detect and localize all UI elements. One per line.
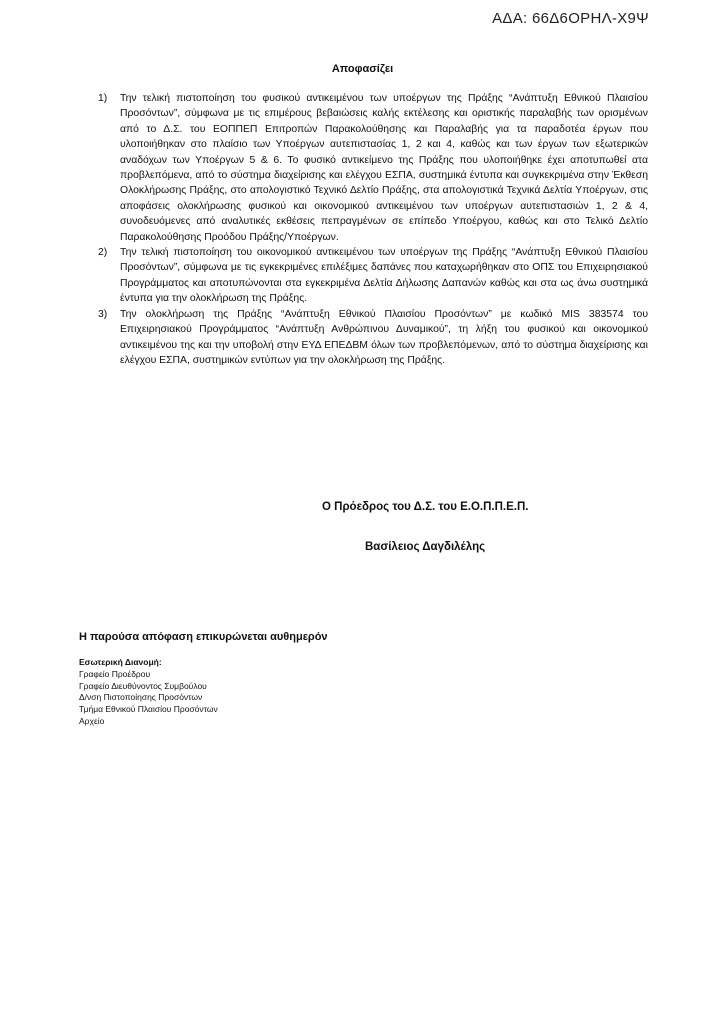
ada-code: ΑΔΑ: 66Δ6ΟΡΗΛ-Χ9Ψ xyxy=(492,10,649,27)
item-text: Την τελική πιστοποίηση του φυσικού αντικειμένου των υποέργων της Πράξης “Ανάπτυξη Εθνικού Πλαισίου Προσόντων”, σύμφωνα με τις επιμέρους βεβαιώσεις καλής εκτέλεσης και οριστικής παραλαβής των ορισμένων από το Δ.Σ. του ΕΟΠΠΕΠ Επιτροπών Παρακολούθησης και Παραλαβής για τα παραδοτέα έργων που υλοποιήθηκαν στο πλαίσιο των Υποέργων αυτεπιστασίας 1, 2 και 4, καθώς και των έργων των εξωτερικών αναδόχων των Υποέργων 5 & 6. Το φυσικό αντικείμενο της Πράξης που υλοποιήθηκε έχει αποτυπωθεί ατα προβλεπόμενα, από το σύστημα διαχείρισης και ελέγχου ΕΣΠΑ, συστημικά έντυπα και συγκεκριμένα στην Έκθεση Ολοκλήρωσης Πράξης, στο απολογιστικό Τεχνικό Δελτίο Πράξης, στα απολογιστικά Τεχνικά Δελτία Υποέργων, στις αποφάσεις ολοκλήρωσης φυσικού και οικονομικού αντικειμένου των υποέργων αυτεπιστασιών 1, 2 & 4, συνοδευόμενες από αναλυτικές εκθέσεις πεπραγμένων σε επίπεδο Υποέργου, καθώς και στο Τελικό Δελτίο Παρακολούθησης Προόδου Πράξης/Υποέργων. xyxy=(120,93,648,243)
validation-note: Η παρούσα απόφαση επικυρώνεται αυθημερόν xyxy=(79,631,328,643)
distribution-list xyxy=(79,669,218,728)
decision-list xyxy=(98,91,648,368)
item-number: 1) xyxy=(98,93,108,104)
decision-heading: Αποφασίζει xyxy=(331,63,394,75)
signatory-name: Βασίλειος Δαγδιλέλης xyxy=(365,541,486,553)
distribution-item: Αρχείο xyxy=(79,715,105,726)
distribution-item: Τμήμα Εθνικού Πλαισίου Προσόντων xyxy=(79,704,218,715)
decision-item xyxy=(98,307,648,369)
distribution-item: Γραφείο Προέδρου xyxy=(79,669,151,679)
distribution-item: Γραφείο Διευθύνοντος Συμβούλου xyxy=(79,680,207,691)
item-number: 3) xyxy=(98,308,108,320)
decision-item xyxy=(98,91,648,245)
item-number: 2) xyxy=(98,247,108,259)
item-text: Την τελική πιστοποίηση του οικονομικού αντικειμένου των υποέργων της Πράξης “Ανάπτυξη Εθνικού Πλαισίου Προσόντων”, σύμφωνα με τις εγκεκριμένες επιλέξιμες δαπάνες που καταχωρήθηκαν στο ΟΠΣ του Επιχειρησιακού Προγράμματος και αποτυπώνονται στα εγκεκριμένα Δελτία Δήλωσης Δαπανών καθώς και στα ως άνω συστημικά έντυπα για την ολοκλήρωση της Πράξης. xyxy=(120,247,648,305)
item-text: Την ολοκλήρωση της Πράξης “Ανάπτυξη Εθνικού Πλαισίου Προσόντων” με κωδικό MIS 383574 του Επιχειρησιακού Προγράμματος “Ανάπτυξη Ανθρώπινου Δυναμικού”, τη λήξη του φυσικού και οικονομικού αντικειμένου της και την υποβολή στην ΕΥΔ ΕΠΕΔΒΜ όλων των προβλεπόμενων, από το σύστημα διαχείρισης και ελέγχου ΕΣΠΑ, συστημικών εντύπων για την ολοκλήρωση της Πράξης. xyxy=(120,308,648,366)
signatory-title: Ο Πρόεδρος του Δ.Σ. του Ε.Ο.Π.Π.Ε.Π. xyxy=(322,501,529,513)
distribution-item: Δ/νση Πιστοποίησης Προσόντων xyxy=(79,692,203,703)
decision-item xyxy=(98,245,648,307)
distribution-title: Εσωτερική Διανομή: xyxy=(79,657,162,667)
